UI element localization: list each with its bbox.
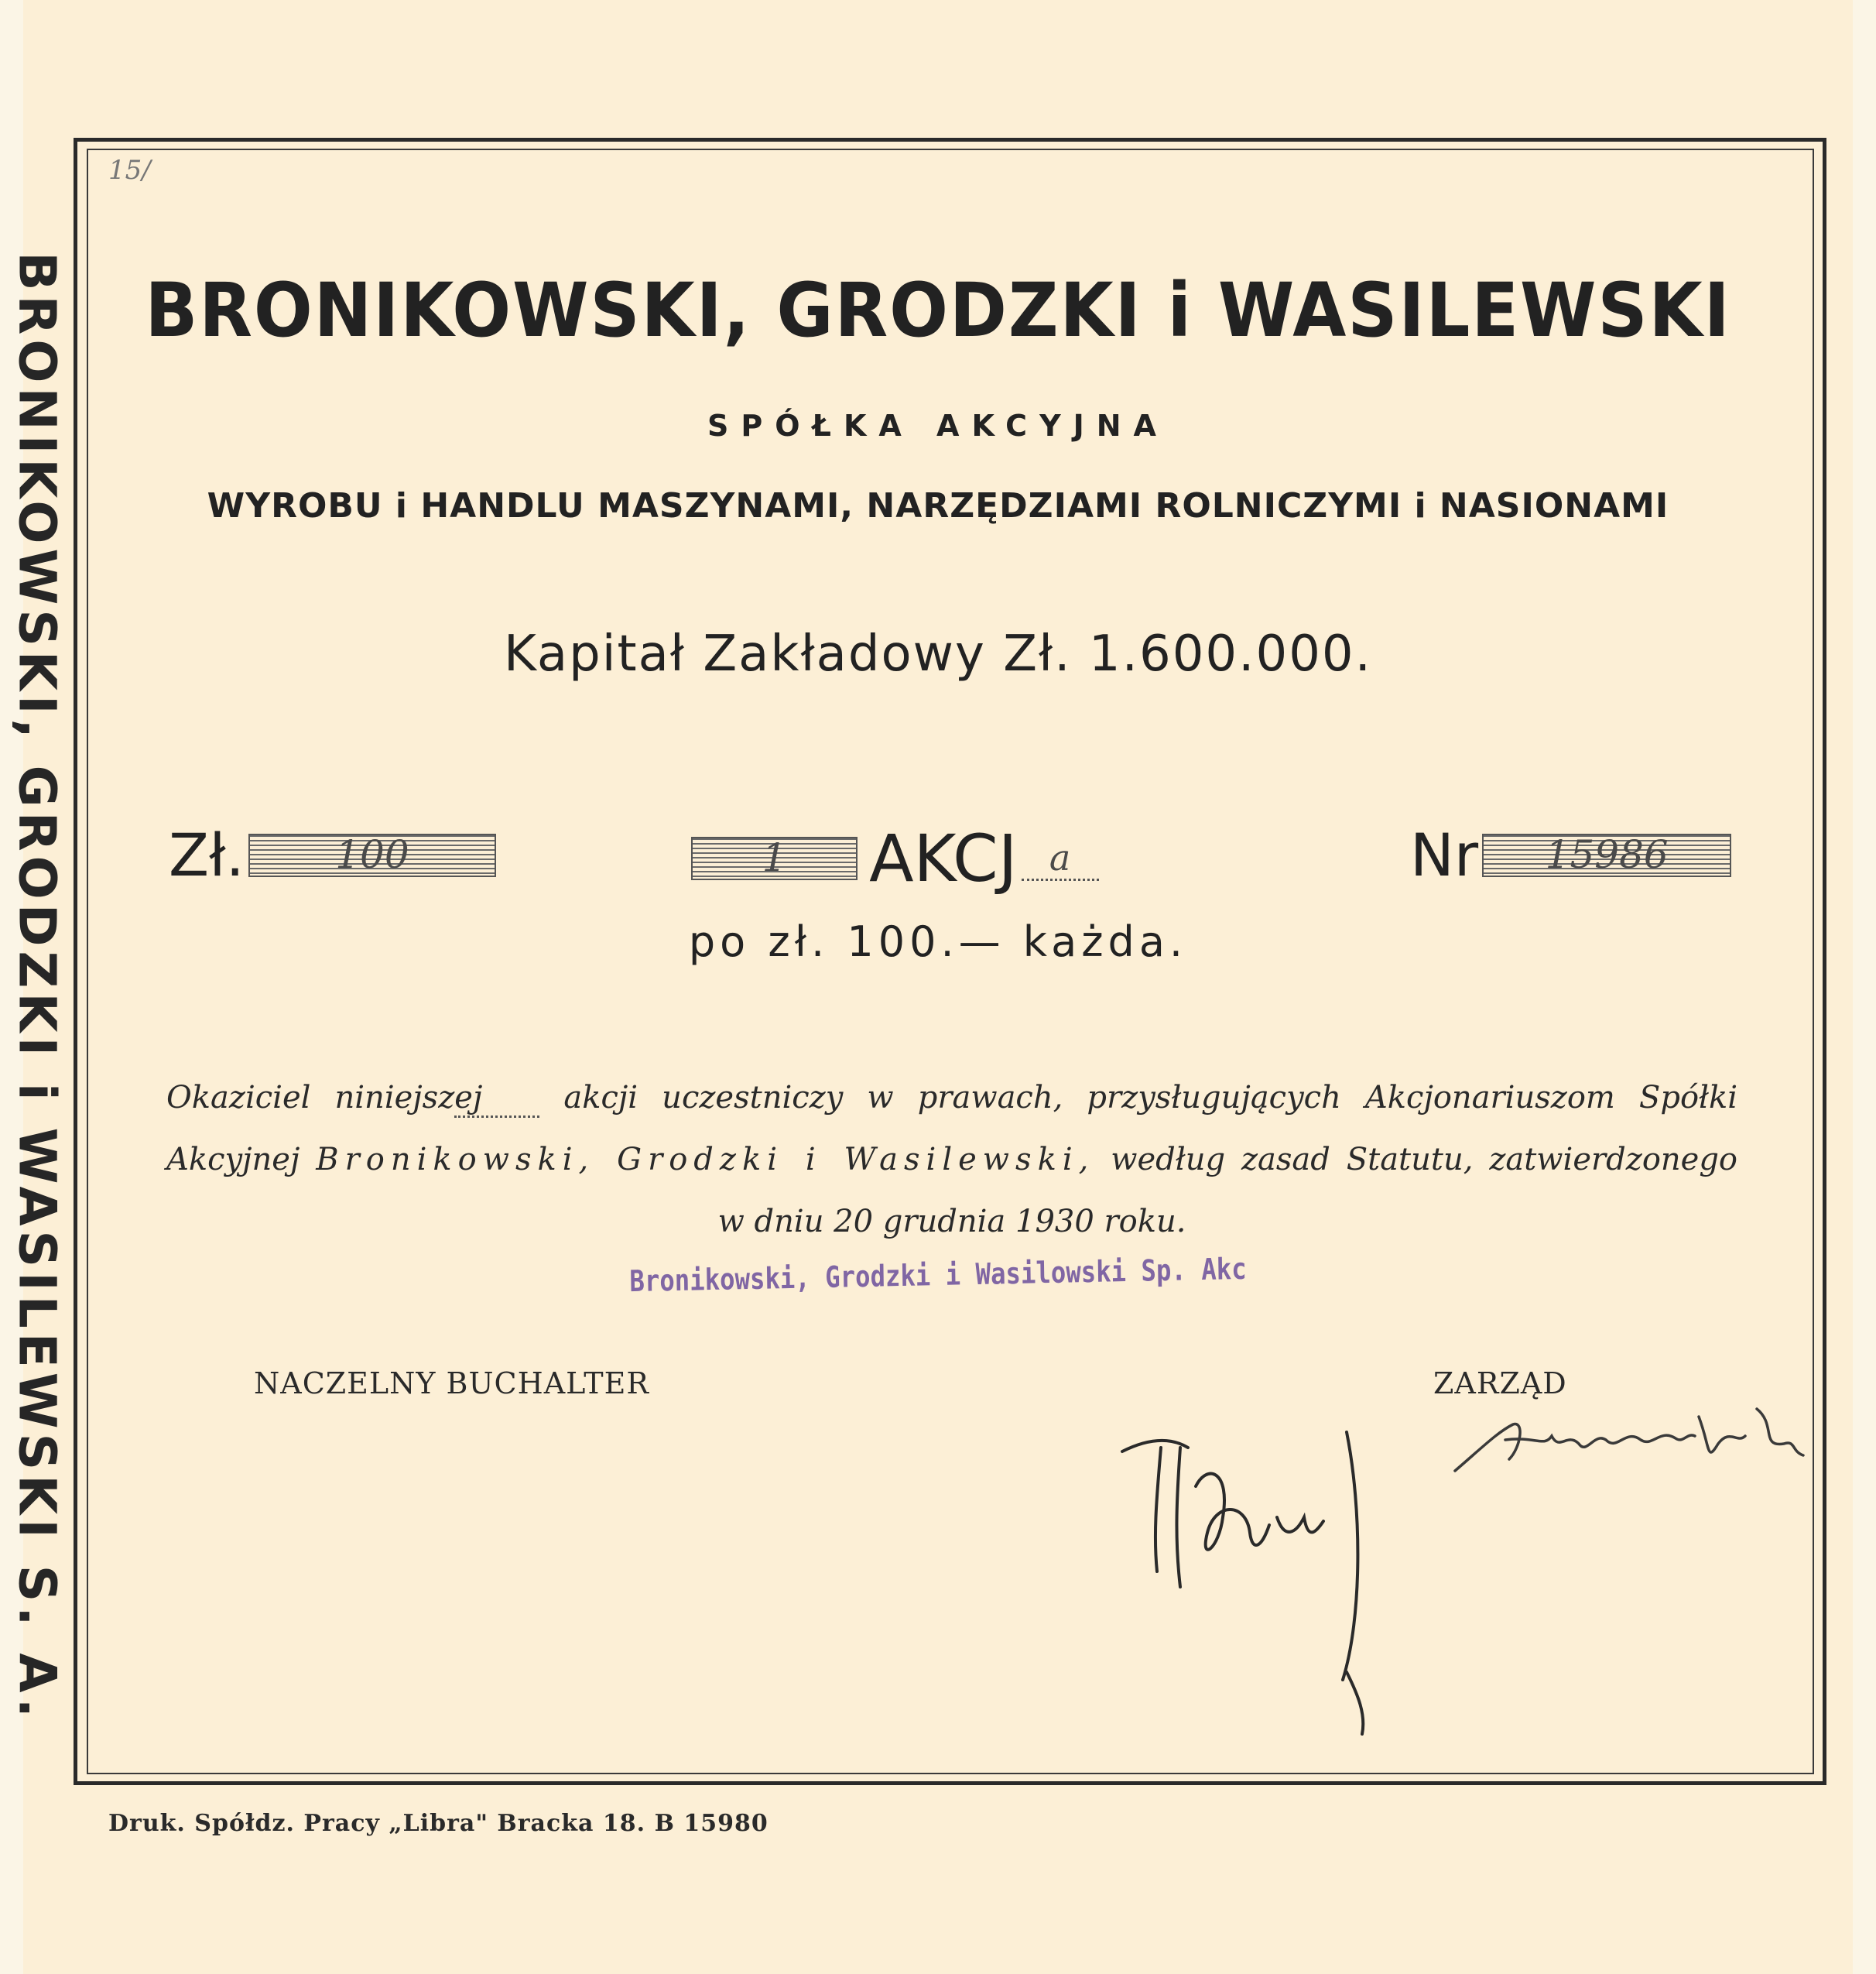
printer-imprint: Druk. Spółdz. Pracy „Libra" Bracka 18. B 15980 — [108, 1810, 769, 1837]
number-field — [1410, 821, 1731, 898]
signature-left — [1114, 1417, 1440, 1742]
share-count-field — [691, 821, 1099, 898]
text-p2-b: według zasad Statutu, zatwierdzonego — [1111, 1142, 1738, 1177]
text-line-2 — [166, 1142, 1737, 1177]
count-hatch — [691, 837, 858, 880]
business-description: WYROBU i HANDLU MASZYNAMI, NARZĘDZIAMI ROLNICZYMI i NASIONAMI — [207, 486, 1669, 526]
value-field — [169, 821, 496, 898]
company-name: BRONIKOWSKI, GRODZKI i WASILEWSKI — [145, 267, 1731, 354]
side-company-name: BRONIKOWSKI, GRODZKI i WASILEWSKI S. A. — [7, 252, 67, 1722]
pencil-mark: 15/ — [108, 155, 151, 186]
text-p1-a: Okaziciel niniejsz — [166, 1080, 455, 1116]
value-handwritten: 100 — [335, 831, 409, 877]
number-handwritten: 15986 — [1545, 831, 1669, 877]
per-share-value: po zł. 100.— każda. — [688, 917, 1188, 966]
signature-right — [1451, 1401, 1815, 1486]
count-handwritten: 1 — [762, 835, 787, 880]
text-p2-spaced: Bronikowski, Grodzki i Wasilewski, — [316, 1142, 1095, 1177]
text-line-1 — [166, 1080, 1737, 1118]
text-p2-a: Akcyjnej — [166, 1142, 300, 1177]
value-hatch — [248, 831, 496, 877]
akcj-label: AKCJ — [869, 821, 1018, 896]
nr-label: Nr — [1410, 821, 1479, 889]
accountant-label: NACZELNY BUCHALTER — [254, 1366, 649, 1400]
zl-label: Zł. — [169, 821, 245, 889]
company-stamp: Bronikowski, Grodzki i Wasilowski Sp. Akc — [629, 1251, 1247, 1299]
text-line-3: w dniu 20 grudnia 1930 roku. — [717, 1204, 1186, 1239]
company-type: SPÓŁKA AKCYJNA — [707, 409, 1169, 443]
number-hatch — [1482, 831, 1731, 877]
text-p1-fill: ej — [454, 1080, 539, 1118]
text-p1-b: akcji uczestniczy w prawach, przysługujących Akcjonariuszom Spółki — [563, 1080, 1738, 1116]
share-capital: Kapitał Zakładowy Zł. 1.600.000. — [504, 625, 1372, 683]
akcj-suffix: a — [1022, 837, 1099, 881]
board-label: ZARZĄD — [1433, 1366, 1567, 1400]
